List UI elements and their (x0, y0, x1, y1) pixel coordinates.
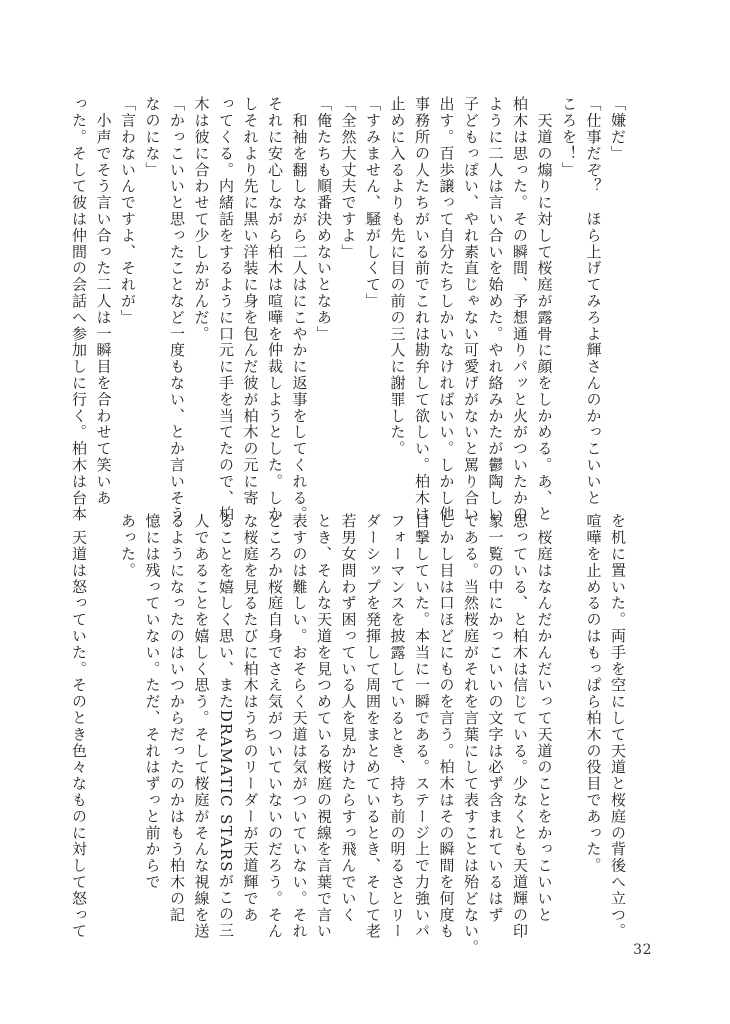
body-text-upper: 「嫌だ」 「仕事だぞ？ ほら上げてみろよ輝さんのかっこいいと ころを！」 天道の煽りに対して桜庭が露骨に顔をしかめる。あ、と 柏木は思った。その瞬間、予想通りパッと火がついたかの ように二人は言い合いを始めた。やれ絡みかたが鬱陶しい 子どもっぽい、やれ素直じゃない可愛げがないと罵り合い 出す。百歩譲って自分たちしかいなければいい。しかし他 事務所の人たちがいる前でこれは勘弁して欲しい。柏木は 止めに入るよりも先に目の前の三人に謝罪した。 「すみません、騒がしくて」 「全然大丈夫ですよ」 「俺たちも順番決めないとなあ」 和袖を翻しながら二人はにこやかに返事をしてくれる。 それに安心しながら柏木は喧嘩を仲裁しようとした。しか しそれより先に黒い洋装に身を包んだ彼が柏木の元に寄 ってくる。内緒話をするように口元に手を当てたので、柏 木は彼に合わせて少しかがんだ。 「かっこいいと思ったことなど一度もない、とか言いそう なのにな」 「言わないんですよ、それが」 小声でそう言い合った二人は一瞬目を合わせて笑いあ った。そして彼は仲間の会話へ参加しに行く。柏木は台本 (70, 96, 627, 523)
page-number: 32 (633, 942, 652, 958)
body-text-lower: を机に置いた。両手を空にして天道と桜庭の背後へ立つ。 喧嘩を止めるのはもっぱら柏木の役目であった。 桜庭はなんだかんだいって天道のことをかっこいいと 思っている、と柏木は信じている。少なくとも天道輝の印 象一覧の中にかっこいいの文字は必ず含まれているはず である。当然桜庭がそれを言葉にして表すことは殆どない。 しかし目は口ほどにものを言う。柏木はその瞬間を何度も 目撃していた。本当に一瞬である。ステージ上で力強いパ フォーマンスを披露しているとき、持ち前の明るさとリー ダーシップを発揮して周囲をまとめているとき、そして老 若男女問わず困っている人を見かけたらすっ飛んでいく とき、そんな天道を見つめている桜庭の視線を言葉で言い 表すのは難しい。おそらく天道は気がついていない。それ どころか桜庭自身でさえ気がついていないのだろう。そん な桜庭を見るたびに柏木はうちのリーダーが天道輝であ ることを嬉しく思い、またDRAMATIC STARSがこの三 人であることを嬉しく思う。そして桜庭がそんな視線を送 るようになったのはいつからだったのかはもう柏木の記 憶には残っていない。ただ、それはずっと前からで あった。 天道は怒っていた。そのとき色々なものに対して怒って (70, 513, 627, 956)
